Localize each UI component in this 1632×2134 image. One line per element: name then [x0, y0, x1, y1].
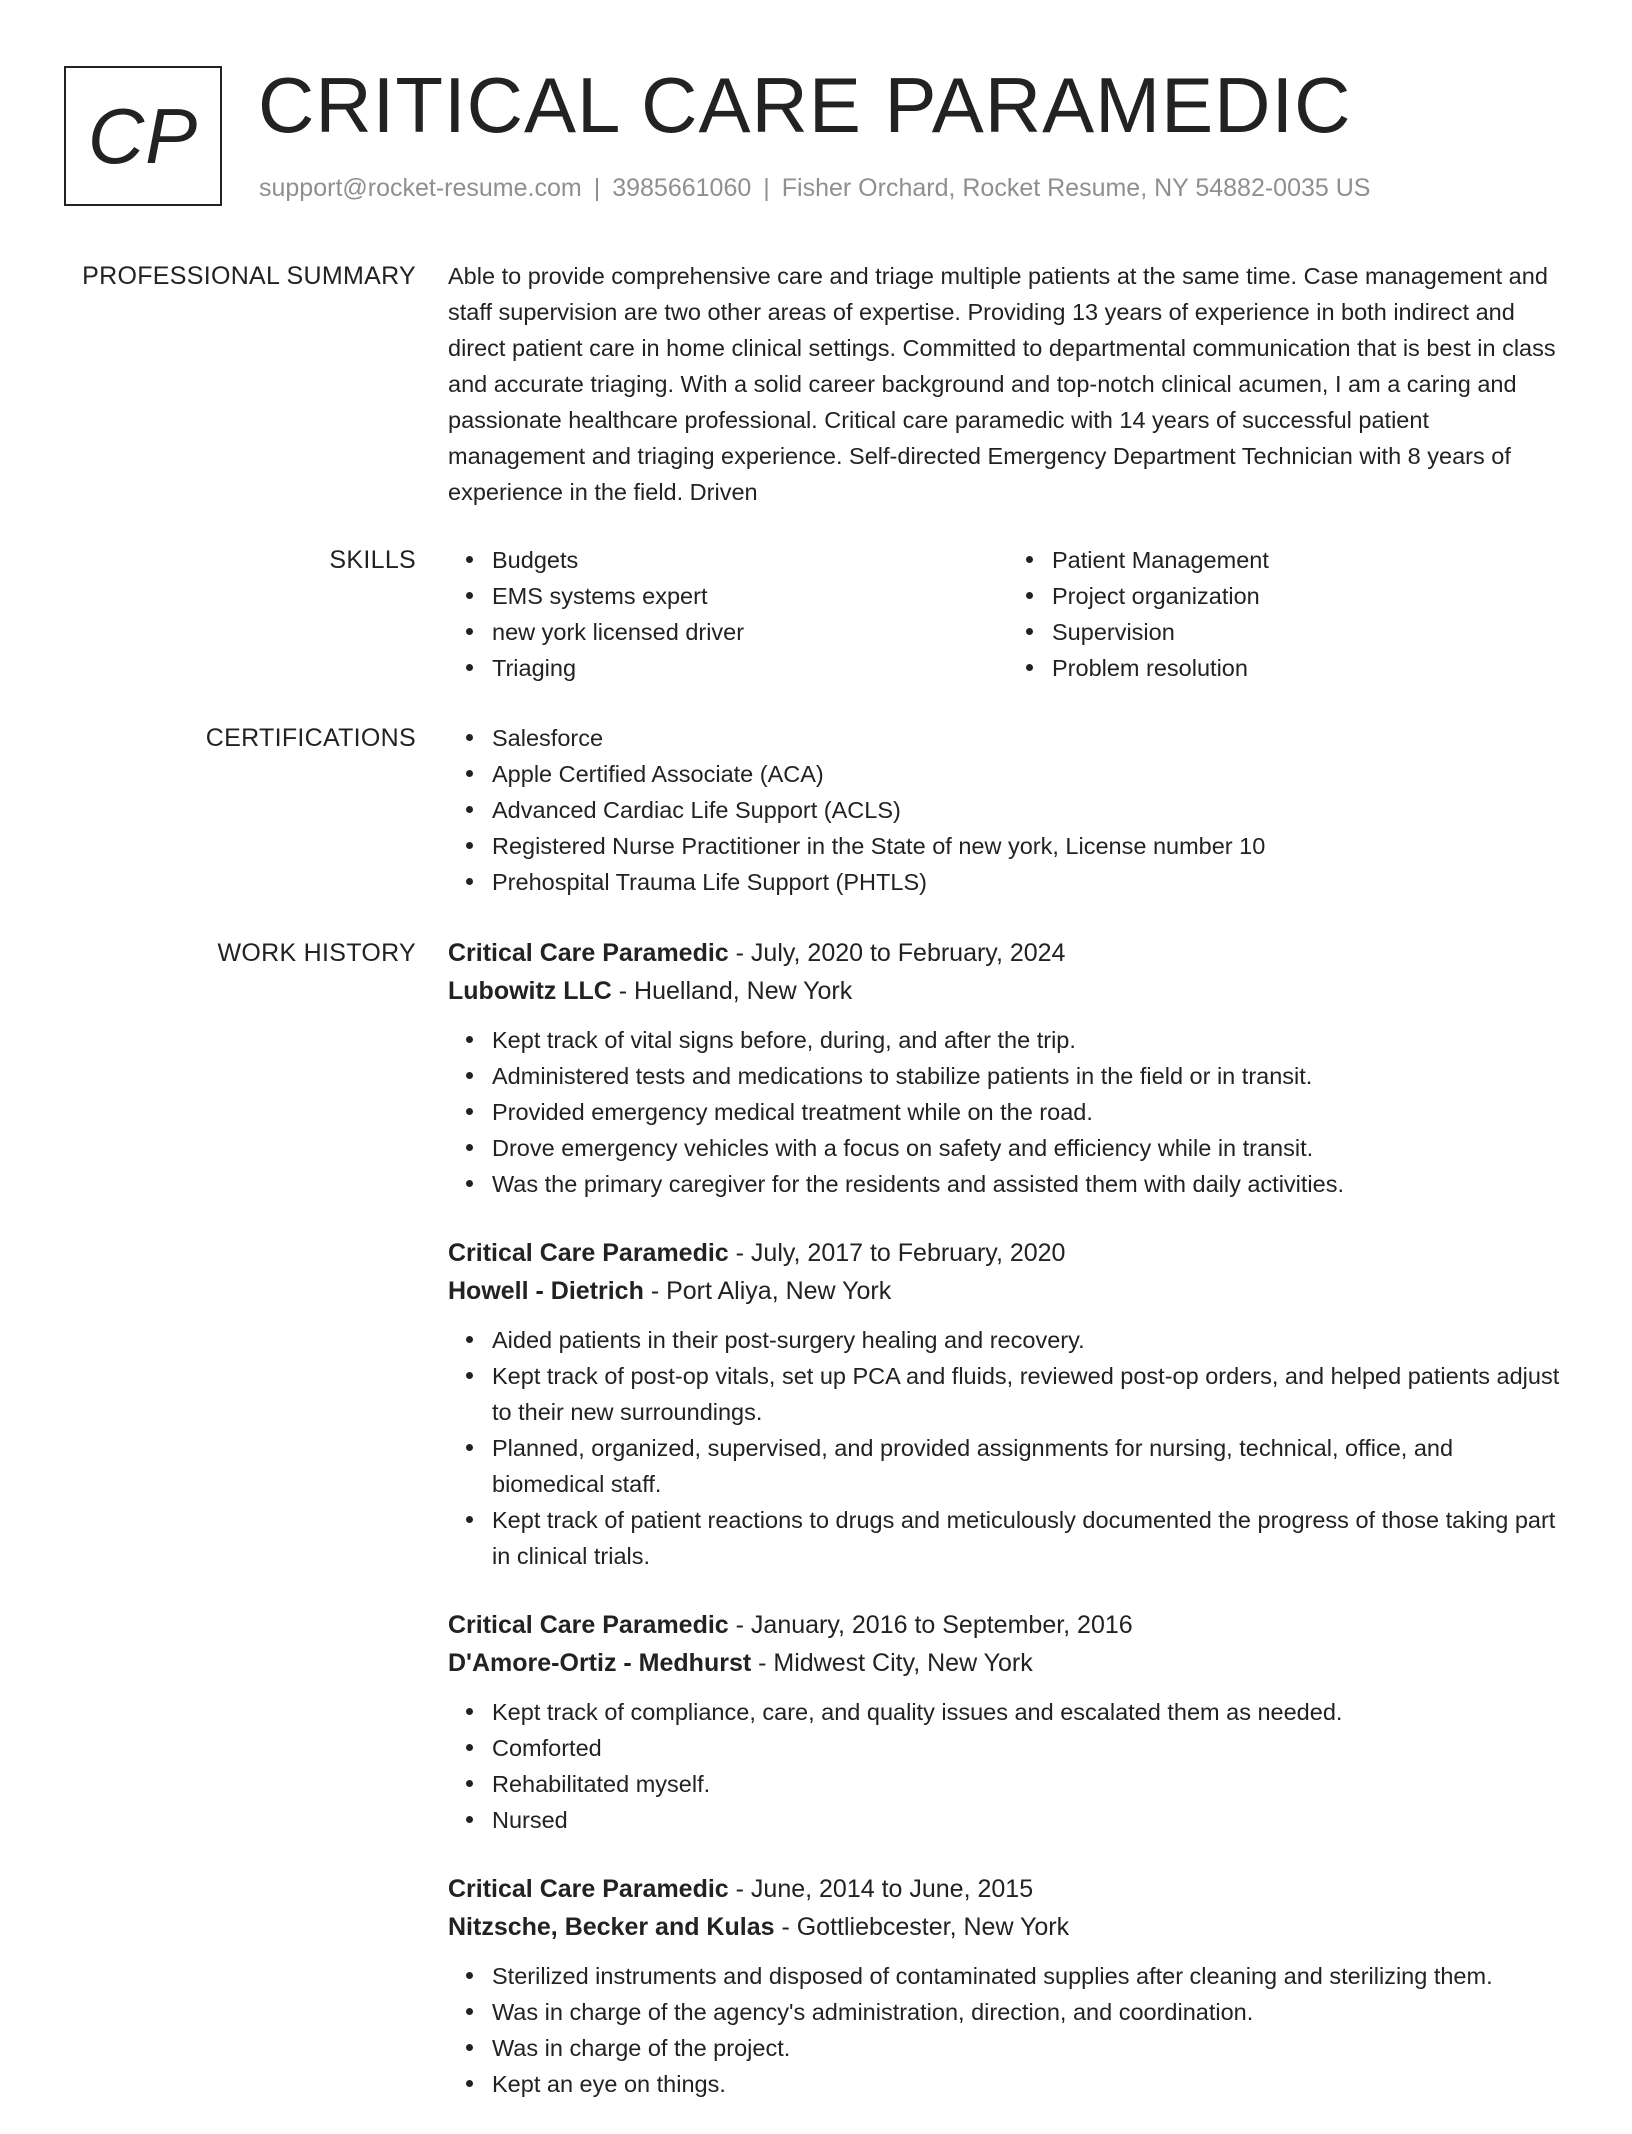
certifications-list — [448, 720, 1568, 900]
job-duties-list — [448, 1958, 1568, 2102]
job-company-line — [448, 1908, 1568, 1946]
job-title: Critical Care Paramedic — [448, 1875, 729, 1903]
job-entry — [448, 934, 1568, 1202]
skill-item: Budgets — [492, 542, 1008, 578]
certification-item: Apple Certified Associate (ACA) — [492, 756, 1568, 792]
summary-heading: PROFESSIONAL SUMMARY — [82, 262, 416, 290]
job-dates: - January, 2016 to September, 2016 — [728, 1611, 1133, 1639]
job-title-line — [448, 1606, 1568, 1644]
job-duties-list — [448, 1694, 1568, 1838]
job-duty: Aided patients in their post-surgery healing and recovery. — [492, 1322, 1568, 1358]
skill-item: Patient Management — [1052, 542, 1568, 578]
job-company: Nitzsche, Becker and Kulas — [448, 1913, 775, 1941]
job-title: Critical Care Paramedic — [448, 939, 729, 967]
job-duty: Provided emergency medical treatment while on the road. — [492, 1094, 1568, 1130]
skill-item: EMS systems expert — [492, 578, 1008, 614]
job-company-line — [448, 1644, 1568, 1682]
job-location: - Port Aliya, New York — [643, 1277, 892, 1305]
skills-list-left — [448, 542, 1008, 686]
job-company: D'Amore-Ortiz - Medhurst — [448, 1649, 752, 1677]
monogram-logo: CP — [64, 66, 222, 206]
certification-item: Salesforce — [492, 720, 1568, 756]
job-duty: Kept track of compliance, care, and quality issues and escalated them as needed. — [492, 1694, 1568, 1730]
job-duty: Kept track of patient reactions to drugs and meticulously documented the progress of those taking part in clinical trials. — [492, 1502, 1568, 1574]
job-location: - Midwest City, New York — [751, 1649, 1033, 1677]
job-title-line — [448, 934, 1568, 972]
contact-email: support@rocket-resume.com — [259, 174, 582, 202]
job-duty: Kept track of post-op vitals, set up PCA and fluids, reviewed post-op orders, and helped patients adjust to their new surroundings. — [492, 1358, 1568, 1430]
job-title-line — [448, 1870, 1568, 1908]
certification-item: Prehospital Trauma Life Support (PHTLS) — [492, 864, 1568, 900]
job-duty: Rehabilitated myself. — [492, 1766, 1568, 1802]
job-company: Lubowitz LLC — [448, 977, 612, 1005]
skill-item: Triaging — [492, 650, 1008, 686]
job-entry — [448, 1606, 1568, 1838]
job-duty: Kept track of vital signs before, during, and after the trip. — [492, 1022, 1568, 1058]
skill-item: Supervision — [1052, 614, 1568, 650]
skill-item: Problem resolution — [1052, 650, 1568, 686]
job-duty: Sterilized instruments and disposed of contaminated supplies after cleaning and sterilizing them. — [492, 1958, 1568, 1994]
contact-separator: | — [763, 174, 770, 202]
skills-list-right — [1008, 542, 1568, 686]
job-title: Critical Care Paramedic — [448, 1239, 729, 1267]
job-title-line — [448, 1234, 1568, 1272]
job-duty: Planned, organized, supervised, and provided assignments for nursing, technical, office, and biomedical staff. — [492, 1430, 1568, 1502]
job-dates: - July, 2017 to February, 2020 — [728, 1239, 1066, 1267]
job-duties-list — [448, 1022, 1568, 1202]
resume-header — [64, 61, 1568, 211]
job-company-line — [448, 1272, 1568, 1310]
work-history-body — [448, 934, 1568, 2134]
job-entry — [448, 1870, 1568, 2102]
certifications-body — [448, 720, 1568, 900]
job-duty: Comforted — [492, 1730, 1568, 1766]
job-company-line — [448, 972, 1568, 1010]
summary-text: Able to provide comprehensive care and triage multiple patients at the same time. Case management and staff supervision are two other areas of expertise. Providing 13 years of experience in both indirect and direct patient care in home clinical settings. Committed to departmental communication that is best in class and accurate triaging. With a solid career background and top-notch clinical acumen, I am a caring and passionate healthcare professional. Critical care paramedic with 14 years of successful patient management and triaging experience. Self-directed Emergency Department Technician with 8 years of experience in the field. Driven — [448, 263, 1556, 505]
job-title: Critical Care Paramedic — [448, 1611, 729, 1639]
skill-item: Project organization — [1052, 578, 1568, 614]
certification-item: Advanced Cardiac Life Support (ACLS) — [492, 792, 1568, 828]
job-company: Howell - Dietrich — [448, 1277, 644, 1305]
work-history-heading: WORK HISTORY — [217, 939, 416, 967]
job-duty: Kept an eye on things. — [492, 2066, 1568, 2102]
job-entry — [448, 1234, 1568, 1574]
job-duty: Was in charge of the project. — [492, 2030, 1568, 2066]
job-duty: Drove emergency vehicles with a focus on safety and efficiency while in transit. — [492, 1130, 1568, 1166]
contact-separator: | — [593, 174, 601, 202]
job-duties-list — [448, 1322, 1568, 1574]
skills-grid — [448, 542, 1568, 686]
certifications-heading: CERTIFICATIONS — [205, 724, 416, 752]
job-duty: Nursed — [492, 1802, 1568, 1838]
contact-line — [259, 174, 1370, 203]
job-duty: Was the primary caregiver for the residents and assisted them with daily activities. — [492, 1166, 1568, 1202]
skills-heading: SKILLS — [329, 546, 416, 574]
job-location: - Gottliebcester, New York — [774, 1913, 1070, 1941]
job-location: - Huelland, New York — [611, 977, 853, 1005]
job-duty: Was in charge of the agency's administration, direction, and coordination. — [492, 1994, 1568, 2030]
job-duty: Administered tests and medications to stabilize patients in the field or in transit. — [492, 1058, 1568, 1094]
page-title: CRITICAL CARE PARAMEDIC — [258, 61, 1352, 149]
certification-item: Registered Nurse Practitioner in the State of new york, License number 10 — [492, 828, 1568, 864]
contact-phone: 3985661060 — [612, 174, 752, 202]
contact-address: Fisher Orchard, Rocket Resume, NY 54882-0035 US — [781, 174, 1371, 202]
job-dates: - June, 2014 to June, 2015 — [728, 1875, 1034, 1903]
skill-item: new york licensed driver — [492, 614, 1008, 650]
job-dates: - July, 2020 to February, 2024 — [728, 939, 1066, 967]
